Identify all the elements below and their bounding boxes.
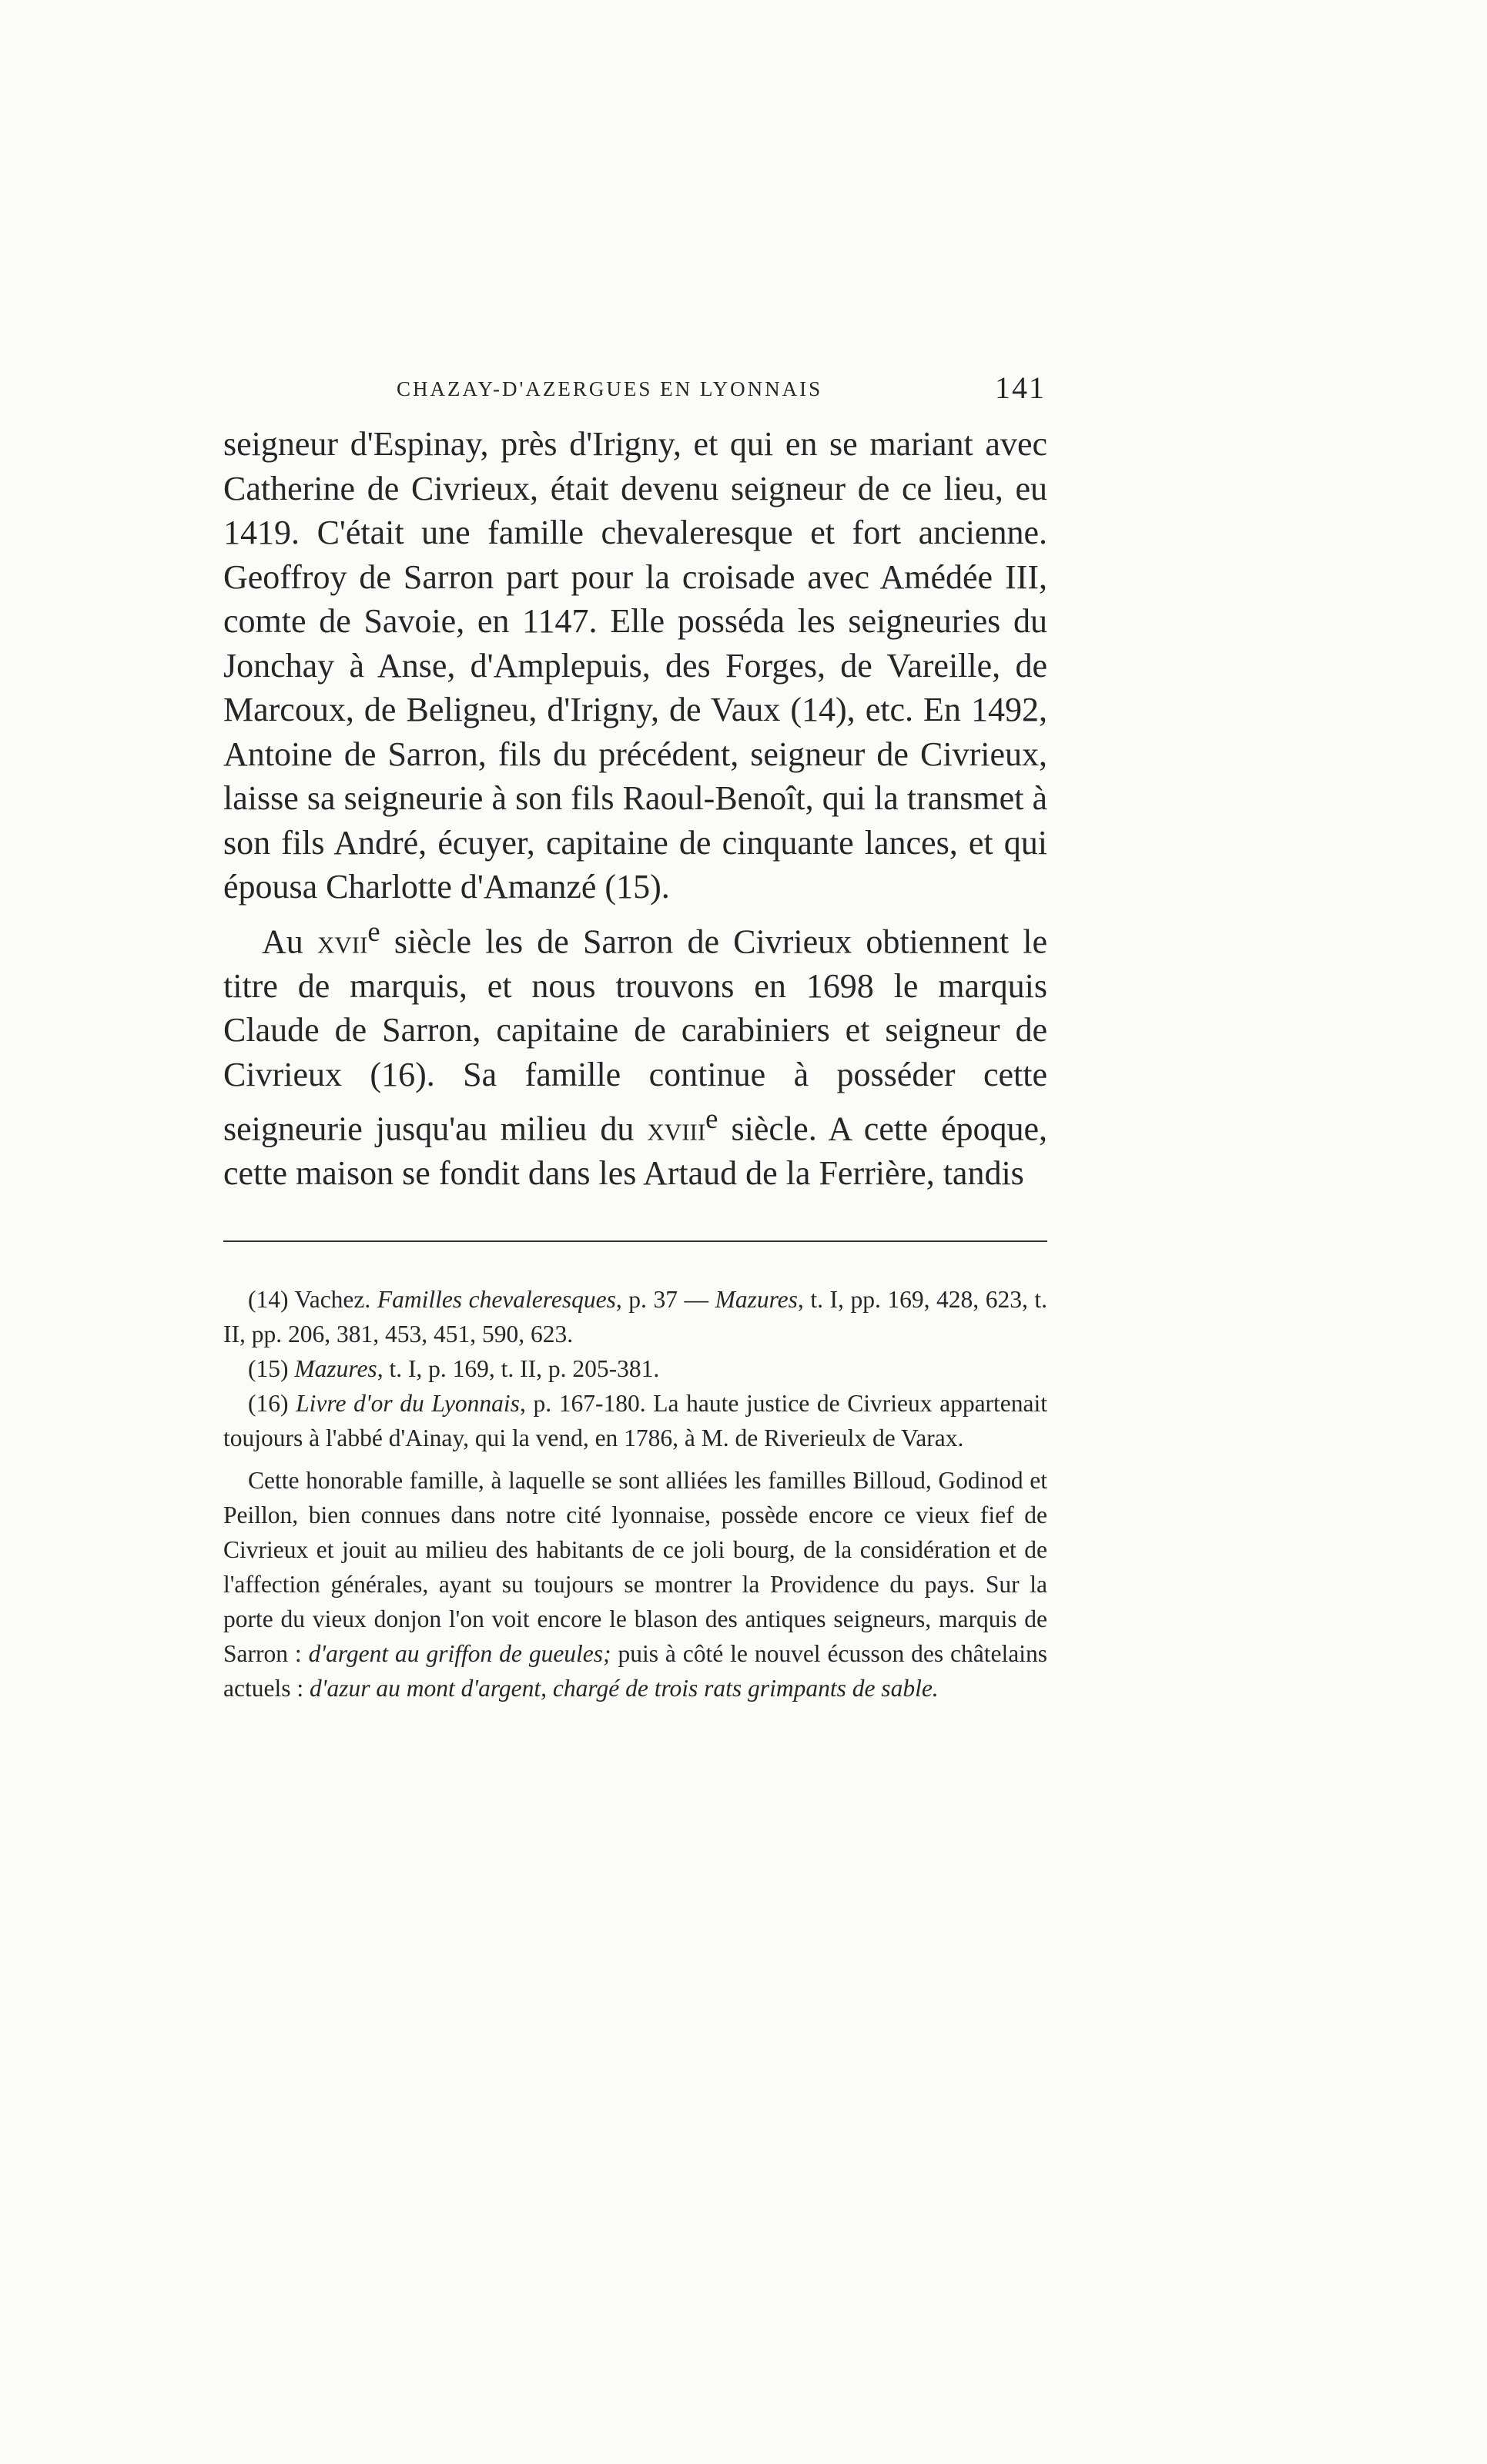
italic-title: Mazures — [715, 1285, 798, 1313]
italic-blazon: d'azur au mont d'argent, chargé de trois rats grimpants de sable. — [309, 1674, 939, 1702]
text-run: siècle. A cette époque, cette maison se fondit dans les Artaud de la Ferrière, tandis — [223, 1110, 1047, 1193]
footnote-14 — [223, 1282, 1047, 1351]
text-run: , t. I, pp. 169, 428, 623, t. II, pp. 206, 381, 453, 451, 590, 623. — [223, 1285, 1048, 1348]
footnote-16 — [223, 1386, 1047, 1455]
text-run: (15) — [248, 1354, 295, 1382]
text-run: (16) — [248, 1389, 296, 1417]
text-run: puis à côté le nouvel écusson des châtelains actuels : — [223, 1639, 1047, 1702]
italic-blazon: d'argent au griffon de gueules; — [308, 1639, 611, 1667]
body-text — [223, 422, 1047, 1196]
running-head — [223, 370, 1047, 416]
century-numeral: xvii — [316, 922, 368, 961]
footnote-16-continuation — [223, 1463, 1047, 1706]
running-title: CHAZAY-D'AZERGUES EN LYONNAIS — [397, 377, 823, 400]
century-numeral: xviii — [647, 1110, 706, 1148]
paragraph-1: seigneur d'Espinay, près d'Irigny, et qui en se mariant avec Catherine de Civrieux, était devenu seigneur de ce lieu, eu 1419. C'était une famille chevaleresque et fort ancienne. Geoffroy de Sarron part pour la croisade avec Amédée III, comte de Savoie, en 1147. Elle posséda les seigneuries du Jonchay à Anse, d'Amplepuis, des Forges, de Vareille, de Marcoux, de Beligneu, d'Irigny, de Vaux (14), etc. En 1492, Antoine de Sarron, fils du précédent, seigneur de Civrieux, laisse sa seigneurie à son fils Raoul-Benoît, qui la transmet à son fils André, écuyer, capitaine de cinquante lances, et qui épousa Charlotte d'Amanzé (15). — [223, 425, 1047, 906]
italic-title: Mazures — [294, 1354, 377, 1382]
text-run: Cette honorable famille, à laquelle se sont alliées les familles Billoud, Godinod et Peillon, bien connues dans notre cité lyonnaise, possède encore ce vieux fief de Civrieux et jouit au milieu des habitants de ce joli bourg, de la considération et de l'affection générales, ayant su toujours se montrer la Providence du pays. Sur la porte du vieux donjon l'on voit encore le blason des antiques seigneurs, marquis de Sarron : — [223, 1466, 1047, 1667]
superscript: e — [705, 1103, 718, 1135]
footnotes — [223, 1282, 1047, 1706]
italic-title: Livre d'or du Lyonnais — [296, 1389, 520, 1417]
page-number: 141 — [995, 370, 1046, 405]
text-run: , t. I, p. 169, t. II, p. 205-381. — [377, 1354, 660, 1382]
footnote-divider — [223, 1240, 1047, 1242]
italic-title: Familles chevaleresques — [377, 1285, 616, 1313]
superscript: e — [367, 915, 380, 947]
book-page — [223, 370, 1047, 1706]
text-run: siècle les de Sarron de Civrieux obtiennent le titre de marquis, et nous trouvons en 1698 le marquis Claude de Sarron, capitaine de carabiniers et seigneur de Civrieux (16). Sa famille continue à posséder cette seigneurie jusqu'au milieu du — [223, 922, 1047, 1148]
paragraph-2 — [223, 909, 1047, 1196]
text-run: Au — [262, 922, 317, 961]
text-run: , p. 37 — — [615, 1285, 715, 1313]
text-run: , p. 167-180. La haute justice de Civrieux appartenait toujours à l'abbé d'Ainay, qui la vend, en 1786, à M. de Riverieulx de Varax. — [223, 1389, 1048, 1451]
footnote-15 — [223, 1351, 1047, 1386]
text-run: (14) Vachez. — [248, 1285, 377, 1313]
